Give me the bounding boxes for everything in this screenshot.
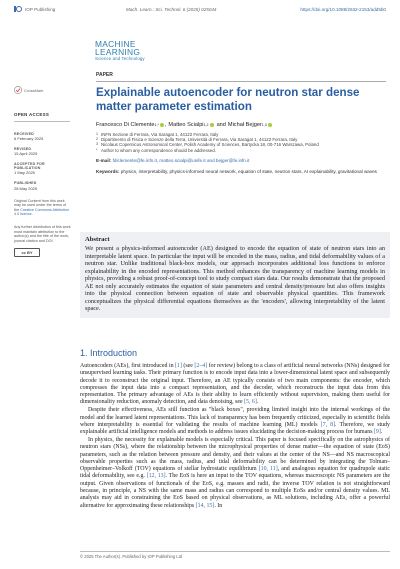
body-paragraph: Despite their effectiveness, AEs still function as "black boxes", providing limited insight into the internal workings of the model and the learned latent representations. This lack of transparency has been frequently criticized, especially in scientific fields where interpretability is essential for validating the results of machine learning (ML) models [7, 8]. Therefore, we study explainable artificial intelligence models and methods to address issues elucidating the decision-making process for humans [9]. (80, 407, 390, 436)
crossmark-label: CrossMark (24, 87, 44, 93)
sidebar-divider (14, 121, 70, 122)
running-header (14, 6, 386, 16)
citation-link[interactable]: [10, 11] (258, 466, 278, 473)
abstract-heading: Abstract (85, 236, 110, 243)
article-body (80, 348, 390, 510)
author-affiliation-marker: 1,* (154, 122, 159, 127)
copyright-footer: © 2025 The Author(s). Published by IOP Publishing Ltd (80, 554, 183, 559)
abstract-box (80, 232, 390, 318)
citation-link[interactable]: [12, 13] (146, 473, 166, 480)
keywords-list: physics, interpretability, physics-informed neural network, equation of state, neutron stars, AI explainability, gravitational waves (120, 168, 377, 174)
journal-logo-line-2: LEARNING (95, 47, 141, 58)
article-title: Explainable autoencoder for neutron star dense matter parameter estimation (96, 85, 360, 113)
citation-link[interactable]: [5, 6] (244, 399, 257, 406)
orcid-icon[interactable] (160, 123, 164, 127)
author-name[interactable]: Matteo Scialpi (168, 121, 204, 128)
citation-link[interactable]: [2–4] (194, 363, 208, 369)
article-header (96, 72, 386, 179)
journal-citation: Mach. Learn.: Sci. Technol. 6 (2025) 025044 (126, 7, 217, 12)
license-notice: Original Content from this work may be used under the terms of the Creative Commons Attribution 4.0 licence. (14, 198, 70, 217)
body-paragraph: In physics, the necessity for explainable models is especially critical. This paper is focused specifically on the astrophysics of neutron stars (NSs), where the relationship between the microphysical properties of dense matter—the equation of state (EoS) parameters, such as the relation between pressure and density, and their values at the center of the NS—and NS macroscopical observable properties such as the mass, radius, and tidal deformability can be determined by integrating the Tolman–Oppenheimer–Volkoff (TOV) equations of stellar hydrostatic equilibrium [10, 11], and analogous equation for quadrupole static tidal deformability, see e.g. [12, 13]. The EoS is here an input to the TOV equations, whereas macroscopic NS parameters are the output. Given observations of functionals of the EoS, e.g. masses and radii, the inverse TOV relation is not straightforward because, in principle, a NS with the same mass and radius can correspond to multiple EoSs and/or central density values. ML analysis may aid in constraining the EoS based on physical observations, as ML solutions, including AEs, offer a powerful alternative for approximating these relationships [14, 15]. In (80, 436, 391, 509)
open-access-label: OPEN ACCESS (14, 112, 50, 117)
author-name[interactable]: Francesco Di Clemente (96, 121, 155, 128)
cc-by-icon: cc BY (21, 250, 33, 256)
license-attribution: Any further distribution of this work must maintain attribution to the author(s) and the title of the work, journal citation and DOI. (14, 224, 71, 243)
date-revised: REVISED 15 April 2025 (14, 146, 38, 156)
abstract-text: We present a physics-informed autoencoder (AE) designed to encode the equation of state of neutron stars into an interpretable latent space. In particular the input will be encoded in the mass, radius, and tidal deformability values of a neutron star. Unlike traditional black-box models, our approach incorporates additional loss functions to enforce explainability in the encoded representations. This method enhances the transparency of machine learning models in physics, providing a robust proof-of-concept tool to study compact stars data. Our results demonstrate that the proposed AE not only accurately estimates the equation of state parameters and central density/pressure but also offers insights into the physical connection between equation of state and observable physical quantities. This framework conceptualizes the physical differential equations themselves as the 'encoders', allowing interpretability of the latent space. (85, 245, 385, 312)
article-type: PAPER (96, 72, 113, 78)
orcid-icon[interactable] (210, 123, 214, 127)
affiliation-item: 3 Nicolaus Copernicus Astronomical Center, Polish Academy of Sciences, Bartycka 18, 00-716 Warszawa, Poland (96, 142, 319, 148)
date-accepted: ACCEPTED FOR PUBLICATION 1 May 2025 (14, 162, 45, 176)
doi-link[interactable]: https://doi.org/10.1088/2632-2153/add5b0 (300, 7, 386, 12)
author-affiliation-marker: 1,2 (203, 122, 209, 127)
cc-by-badge[interactable] (14, 248, 40, 257)
journal-logo-line-1: MACHINE (95, 39, 136, 49)
email-addresses[interactable]: fdiclemente@fe.infn.it, matteo.scialpi@unife.it and bejger@fe.infn.it (112, 158, 250, 164)
date-received: RECEIVED 6 February 2025 (14, 131, 44, 141)
publisher-brand (14, 6, 55, 12)
author-name[interactable]: Michał Bejger (227, 121, 262, 128)
date-published: PUBLISHED 28 May 2025 (14, 181, 38, 191)
email-line (96, 158, 386, 164)
citation-link[interactable]: [9] (373, 429, 381, 436)
journal-logo-subtitle: Science and Technology (95, 56, 145, 62)
affiliation-item: 2 Dipartimento di Fisica e Scienze della Terra, Università di Ferrara, Via Saragat 1, 44122 Ferrara, Italy (96, 137, 298, 142)
body-paragraph: Autoencoders (AEs), first introduced in [1] (see [2–4] for review) belong to a class of artificial neural networks (NNs) designed for unsupervised learning tasks. Their primary function is to encode input data into a lower-dimensional latent space and subsequently decode it to reconstruct the original input. Therefore, an AE typically consists of two main components: the encoder, which compresses the input data into a compact representation, and the decoder, which reconstructs the input data from this representation. The primary advantage of AEs is their ability to learn efficiently without supervision, making them useful for dimensionality reduction, anomaly detection, and data denoising, see [5, 6]. (80, 363, 390, 406)
iop-logo-icon (14, 6, 23, 12)
citation-link[interactable]: [1] (175, 363, 182, 369)
citation-link[interactable]: [14, 15] (195, 502, 215, 509)
affiliation-item: * Author to whom any correspondence should be addressed. (96, 147, 216, 153)
citation-link[interactable]: [7, 8] (320, 421, 336, 428)
email-label: E-mail: (96, 158, 112, 164)
author-affiliation-marker: 1,3 (261, 122, 267, 127)
license-link[interactable]: Creative Commons Attribution 4.0 licence (14, 207, 70, 217)
crossmark-badge[interactable] (14, 86, 72, 94)
footer-divider (80, 551, 390, 552)
publisher-name: IOP Publishing (25, 6, 56, 12)
author-list (96, 122, 386, 128)
crossmark-icon (14, 86, 22, 94)
affiliation-item: 1 INFN Sezione di Ferrara, Via Saragat 1, 44122 Ferrara, Italy (96, 131, 219, 137)
author-separator: , (164, 121, 167, 128)
keywords-line (96, 169, 386, 175)
affiliation-list (96, 132, 386, 154)
article-type-divider (96, 81, 386, 82)
author-separator: and (216, 121, 226, 128)
orcid-icon[interactable] (268, 123, 272, 127)
journal-logo (95, 40, 145, 62)
article-sidebar (14, 86, 72, 257)
section-heading: 1. Introduction (80, 348, 138, 358)
keywords-label: Keywords: (96, 168, 120, 174)
